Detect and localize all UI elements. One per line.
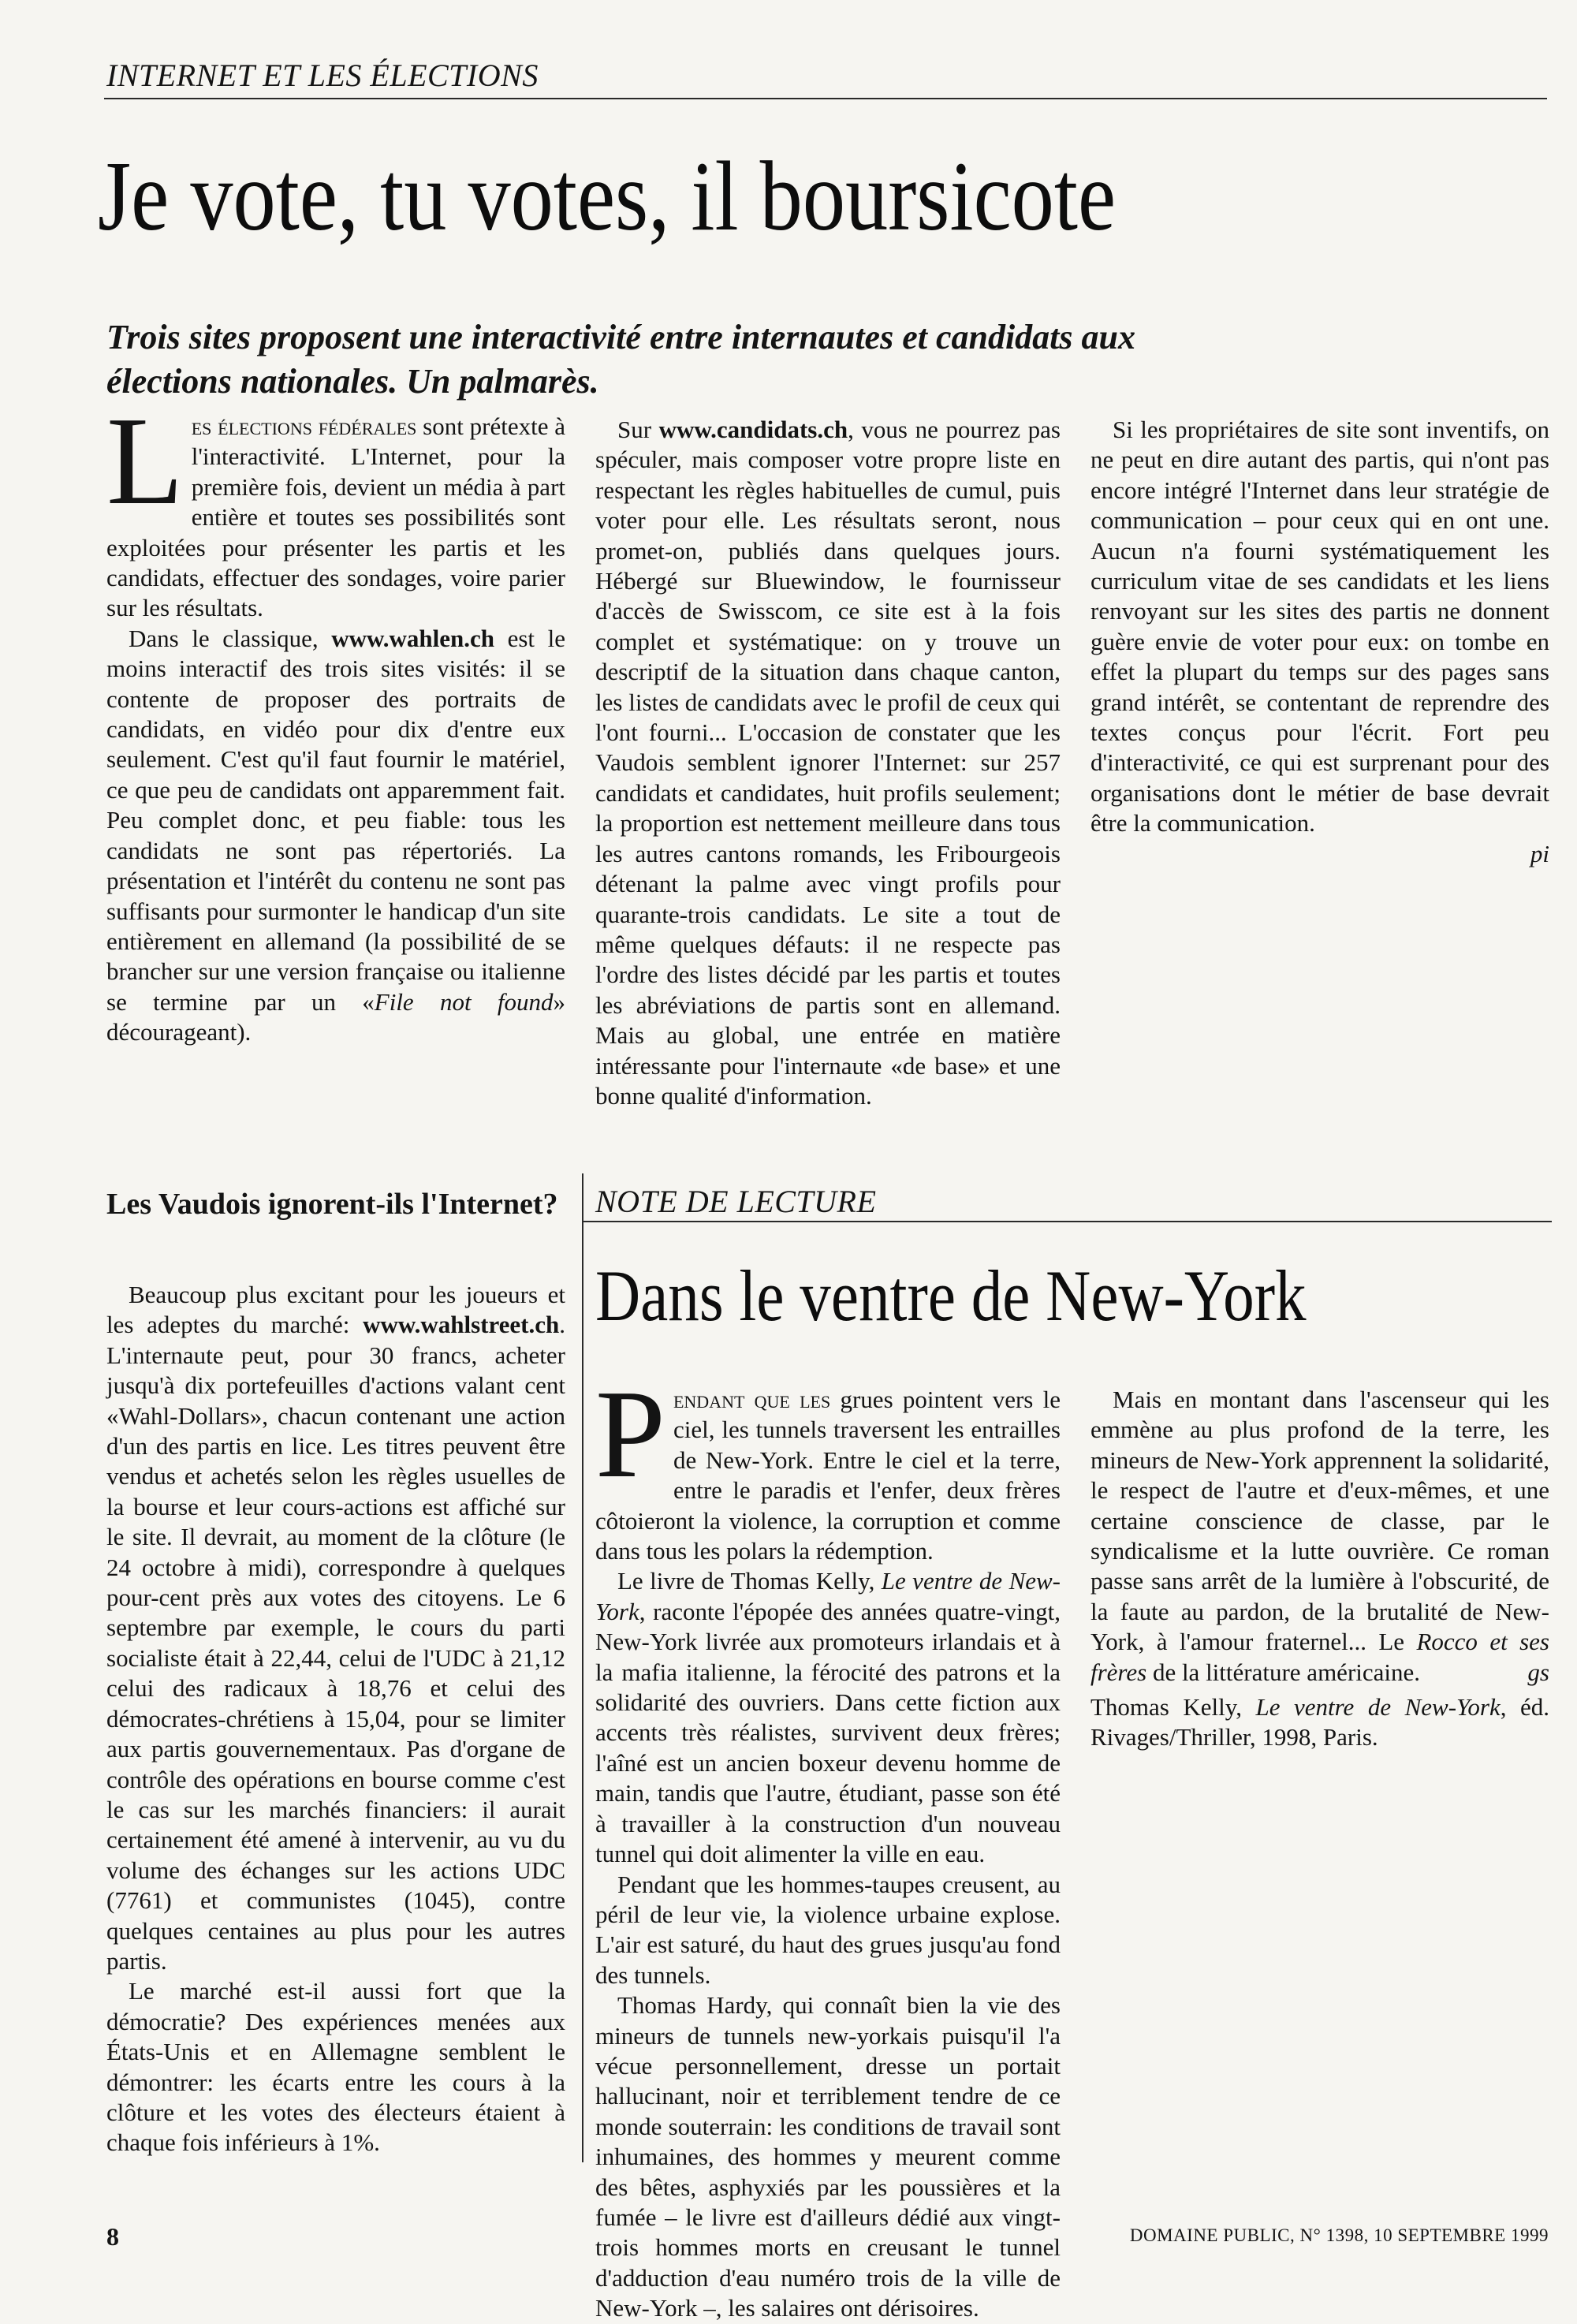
paragraph-text: grues pointent vers le ciel, les tunnels traversent les entrailles de New-York. Entre le ciel et la terre, entre le paradis et l'enfer, deux frères côtoieront la violence, la corruption et comme dans tous les polars la rédemption.	[595, 1386, 1061, 1565]
article1-column-1-lower	[106, 1280, 565, 2158]
film-title: Rocco et ses frères	[1090, 1628, 1549, 1686]
section-rubric: INTERNET ET LES ÉLECTIONS	[106, 58, 539, 93]
opening-smallcaps: es élections fédérales	[191, 412, 417, 440]
lead-line-2: élections nationales. Un palmarès.	[106, 362, 599, 401]
reference-text: Thomas Kelly,	[1090, 1693, 1256, 1722]
paragraph-text: de la littérature américaine.	[1146, 1658, 1421, 1686]
article1-column-3	[1090, 415, 1549, 869]
drop-cap: L	[106, 390, 184, 531]
paragraph-text: Le marché est-il aussi fort que la démocratie? Des expériences menées aux États-Unis et en Allemagne semblent le démontrer: les écarts entre les cours à la clôture et les votes des électeurs étaient à chaque fois inférieurs à 1%.	[106, 1977, 565, 2157]
article2-title: Dans le ventre de New-York	[595, 1255, 1307, 1336]
paragraph-text: Sur	[617, 416, 659, 443]
url-candidats: www.candidats.ch	[658, 416, 848, 443]
paragraph-text: Pendant que les hommes-taupes creusent, au péril de leur vie, la violence urbaine explose. L'air est saturé, du haut des grues jusqu'au fond des tunnels.	[595, 1870, 1061, 1989]
article1-subhead	[106, 1187, 565, 1222]
book-title: Le ventre de New-York	[595, 1567, 1061, 1625]
paragraph-text: Thomas Hardy, qui connaît bien la vie des mineurs de tunnels new-yorkais puisqu'il l'a vécue personnellement, dresse un portait hallucinant, noir et terriblement tendre de ce monde souterrain: les conditions de travail sont inhumaines, des hommes y meurent comme des bêtes, asphyxiés par les poussières et la fumée – le livre est d'ailleurs dédié aux vingt-trois hommes morts en creusant le tunnel d'adduction d'eau numéro trois de la ville de New-York –, les salaires ont dérisoires.	[595, 1991, 1061, 2322]
article2-column-2	[1090, 1385, 1549, 1753]
article-lead	[106, 315, 1368, 404]
paragraph-text: . L'internaute peut, pour 30 francs, acheter jusqu'à dix portefeuilles d'actions valant cent «Wahl-Dollars», chacun contenant une action d'un des partis en lice. Les titres peuvent être vendus et achetés selon les règles usuelles de la bourse et leur cours-actions est affiché sur le site. Il devrait, au moment de la clôture (le 24 octobre à midi), correspondre à quelques pour-cent près aux votes des citoyens. Le 6 septembre par exemple, le cours du parti socialiste était à 22,44, celui de l'UDC à 21,12 celui des radicaux à 18,76 et celui des démocrates-chrétiens à 15,04, pour se limiter aux partis gouvernementaux. Pas d'organe de contrôle des opérations en bourse comme c'est le cas sur les marchés financiers: il aurait certainement été amené à intervenir, au vu du volume des échanges sur les actions UDC (7761) et communistes (1045), contre quelques centaines au plus pour les autres partis.	[106, 1311, 565, 1975]
paragraph-text: sont prétexte à l'interactivité. L'Internet, pour la première fois, devient un média à part entière et toutes ses possibilités sont exploitées pour présenter les partis et les candidats, effectuer des sondages, voire parier sur les résultats.	[106, 412, 565, 622]
article2-column-1	[595, 1363, 1061, 2324]
top-rule	[104, 98, 1547, 99]
paragraph-text: Mais en montant dans l'ascenseur qui les emmène au plus profond de la terre, les mineurs de New-York apprennent la solidarité, le respect de l'autre et d'eux-mêmes, et une certaine conscience de classe, par le syndicalisme et la lutte ouvrière. Ce roman passe sans arrêt de la lumière à l'obscurité, de la faute au pardon, de la brutalité de New-York, à l'amour fraternel... Le	[1090, 1386, 1549, 1656]
article2-rubric: NOTE DE LECTURE	[595, 1184, 877, 1219]
paragraph-text: Le livre de Thomas Kelly,	[617, 1567, 882, 1595]
drop-cap: P	[595, 1363, 665, 1504]
lead-line-1: Trois sites proposent une interactivité entre internautes et candidats aux	[106, 318, 1136, 356]
paragraph-text: , raconte l'épopée des années quatre-vingt, New-York livrée aux promoteurs irlandais et à la mafia italienne, la férocité des patrons et la solidarité des ouvriers. Dans cette fiction aux accents très réalistes, survivent deux frères; l'aîné est un ancien boxeur devenu homme de main, tandis que l'autre, étudiant, passe son été à travailler à la construction d'un nouveau tunnel qui doit alimenter la ville en eau.	[595, 1597, 1061, 1868]
article2-rule	[582, 1221, 1552, 1222]
signature-pi: pi	[1530, 839, 1549, 867]
paragraph-text: Dans le classique,	[129, 624, 332, 652]
opening-smallcaps: endant que les	[673, 1386, 831, 1413]
subhead-text: Les Vaudois ignorent-ils l'Internet?	[106, 1188, 558, 1221]
paragraph-text: Beaucoup plus excitant pour les joueurs et les adeptes du marché:	[106, 1281, 565, 1339]
reference-text: , éd. Rivages/Thriller, 1998, Paris.	[1090, 1693, 1549, 1751]
page-number: 8	[106, 2222, 119, 2251]
signature-gs: gs	[1527, 1658, 1549, 1686]
url-wahlen: www.wahlen.ch	[331, 624, 494, 652]
book-title: Le ventre de New-York	[1255, 1693, 1501, 1722]
url-wahlstreet: www.wahlstreet.ch	[363, 1311, 560, 1339]
paragraph-text: , vous ne pourrez pas spéculer, mais composer votre propre liste en respectant les règles habituelles de cumul, puis voter pour elle. Les résultats seront, nous promet-on, publiés dans quelques jours. Hébergé sur Bluewindow, le fournisseur d'accès de Swisscom, ce site est à la fois complet et systématique: on y trouve un descriptif de la situation dans chaque canton, les listes de candidats avec le profil de ceux qui l'ont fourni... L'occasion de constater que les Vaudois semblent ignorer l'Internet: sur 257 candidats et candidates, huit profils seulement; la proportion est nettement meilleure dans tous les autres cantons romands, les Fribourgeois détenant la palme avec vingt profils pour quarante-trois candidats. Le site a tout de même quelques défauts: il ne respecte pas l'ordre des listes décidé par les partis et toutes les abréviations de partis sont en allemand. Mais au global, une entrée en matière intéressante pour l'internaute «de base» et une bonne qualité d'information.	[595, 416, 1061, 1110]
column-divider	[582, 1173, 583, 2162]
italic-phrase: File not found	[374, 987, 554, 1016]
paragraph-text: Si les propriétaires de site sont inventifs, on ne peut en dire autant des partis, qui n'ont pas encore intégré l'Internet dans leur stratégie de communication – pour ceux qui en ont une. Aucun n'a fourni systématiquement les curriculum vitae de ses candidats et les liens renvoyant sur les sites des partis ne donnent guère envie de voter pour eux: on tombe en effet la plupart du temps sur des pages sans grand intérêt, se contentant de reprendre des textes conçus pour l'écrit. Fort peu d'interactivité, ce qui est surprenant pour des organisations dont le métier de base devrait être la communication.	[1090, 416, 1549, 837]
paragraph-text: est le moins interactif des trois sites visités: il se contente de proposer des portraits de candidats, en vidéo pour dix d'entre eux seulement. C'est qu'il faut fournir le matériel, ce que peu de candidats ont apparemment fait. Peu complet donc, et peu fiable: tous les candidats ne sont pas répertoriés. La présentation et l'intérêt du contenu ne sont pas suffisants pour surmonter le handicap d'un site entièrement en allemand (la possibilité de se brancher sur une version française ou italienne se termine par un «	[106, 624, 565, 1016]
paragraph-text: » décourageant).	[106, 987, 565, 1046]
article1-column-2	[595, 415, 1061, 1111]
issue-info: DOMAINE PUBLIC, N° 1398, 10 SEPTEMBRE 1999	[1129, 2225, 1549, 2245]
article1-column-1	[106, 390, 565, 1048]
article-title: Je vote, tu votes, il boursicote	[98, 142, 1117, 252]
